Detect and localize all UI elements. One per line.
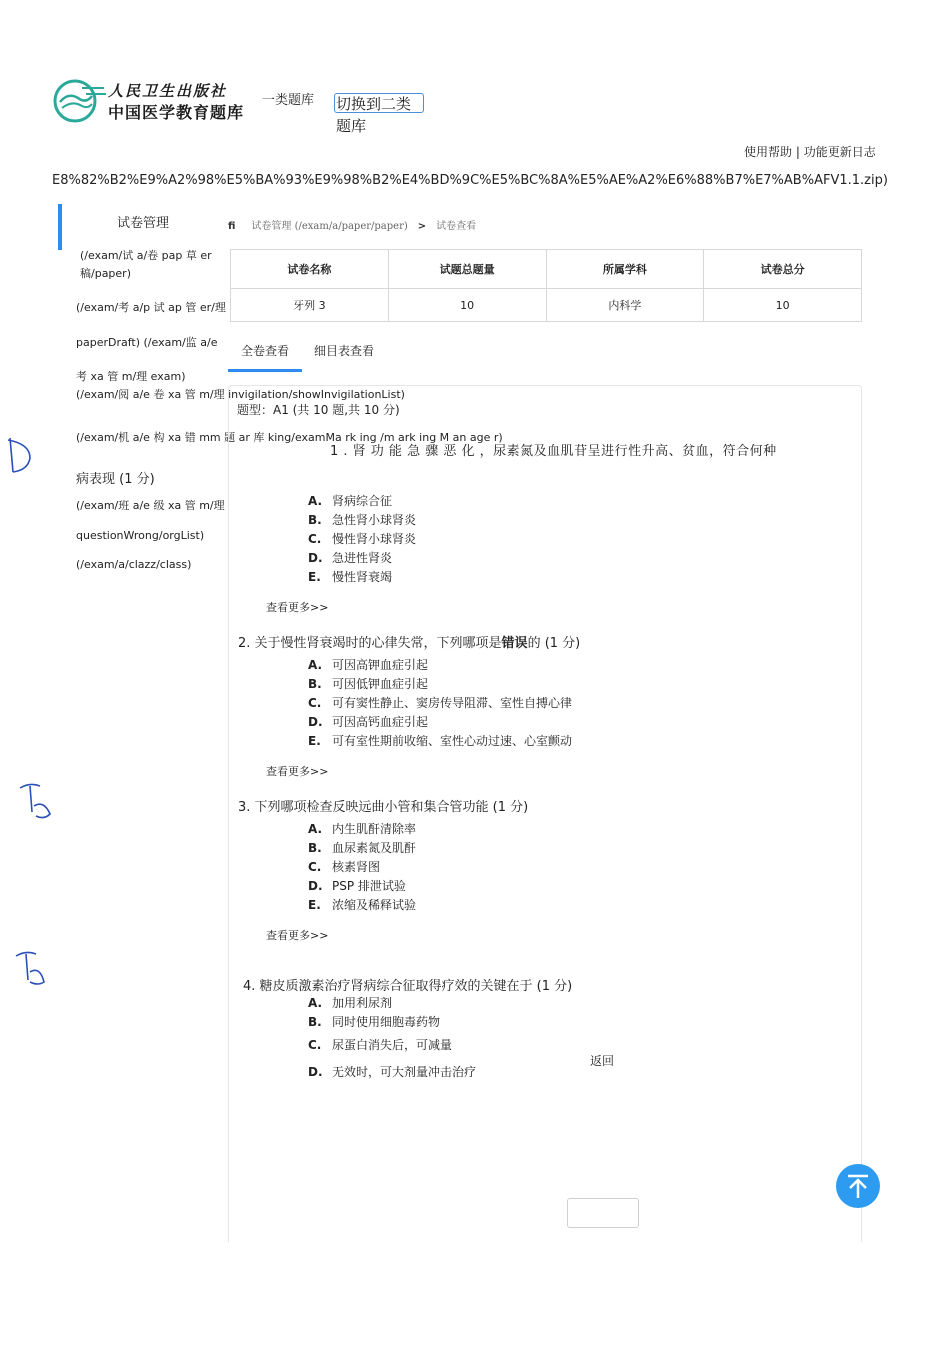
tab-detail-table[interactable]: 细目表查看 <box>314 344 375 358</box>
breadcrumb <box>228 217 476 232</box>
option-text: 尿蛋白消失后，可减量 <box>332 1038 453 1052</box>
question-1-stem: 1 . 肾 功 能 急 骤 恶 化 ，尿素氮及血肌苷呈进行性升高、贫血，符合何种 <box>330 444 777 459</box>
cell-total-score: 10 <box>704 289 862 322</box>
option-letter: E. <box>308 898 321 912</box>
breadcrumb-parent[interactable]: 试卷管理 (/exam/a/paper/paper) <box>251 221 408 232</box>
home-icon: fi <box>228 221 236 232</box>
option-text: 加用利尿剂 <box>332 996 393 1010</box>
download-url-text[interactable]: E8%82%B2%E9%A2%98%E5%BA%93%E9%98%B2%E4%BD%9C%E5%BC%8A%E5%AE%A2%E6%88%B7%E7%AB%AFV1.1.zip) <box>52 173 888 188</box>
option-text: 内生肌酐清除率 <box>332 822 417 836</box>
question-type-label: 题型：A1 (共 10 题,共 10 分) <box>237 403 400 417</box>
sidebar-item-marking[interactable]: (/exam/阅 a/e 卷 xa 管 m/理 invigilation/showInvigilationList) <box>76 388 405 401</box>
handwritten-marks-icon <box>0 420 60 1020</box>
question-3-option-a[interactable] <box>308 820 416 837</box>
cell-subject: 内科学 <box>546 289 704 322</box>
question-4-option-b[interactable] <box>308 1013 440 1030</box>
paper-info-table <box>230 249 862 322</box>
question-2-option-b[interactable] <box>308 675 428 692</box>
sidebar-item-exam-manage[interactable]: (/exam/考 a/p 试 ap 管 er/理 <box>76 301 226 314</box>
question-1-option-d[interactable] <box>308 549 392 566</box>
option-text: 急进性肾炎 <box>332 551 393 565</box>
option-letter: C. <box>308 860 322 874</box>
option-letter: B. <box>308 841 322 855</box>
arrow-up-icon <box>836 1164 880 1208</box>
tab-full-paper[interactable]: 全卷查看 <box>228 338 302 372</box>
sidebar-item-paper[interactable]: (/exam/试 a/卷 pap 草 er <box>80 249 212 262</box>
question-2-stem-post: 的 (1 分) <box>527 636 581 651</box>
bank-label: 一类题库 <box>262 93 315 108</box>
option-text: 可有窦性静止、窦房传导阻滞、室性自搏心律 <box>332 696 573 710</box>
option-letter: B. <box>308 1015 322 1029</box>
option-text: 可因高钾血症引起 <box>332 658 429 672</box>
option-letter: B. <box>308 677 322 691</box>
option-text: 可因低钾血症引起 <box>332 677 429 691</box>
question-2-option-d[interactable] <box>308 713 428 730</box>
sidebar-overflow-text: 病表现 (1 分) <box>76 472 155 487</box>
question-1-option-a[interactable] <box>308 492 392 509</box>
option-letter: D. <box>308 551 323 565</box>
question-2-stem-bold: 错误 <box>501 636 528 651</box>
option-letter: D. <box>308 1065 323 1079</box>
sidebar-item-wrong-org[interactable]: questionWrong/orgList) <box>76 529 205 542</box>
option-text: 可因高钙血症引起 <box>332 715 429 729</box>
question-2-more-link[interactable]: 查看更多>> <box>266 765 329 778</box>
header-question-count: 试题总题量 <box>388 250 546 289</box>
option-text: 慢性肾小球肾炎 <box>332 532 417 546</box>
question-2-stem-pre: 2. 关于慢性肾衰竭时的心律失常，下列哪项是 <box>238 636 502 651</box>
option-text: 血尿素氮及肌酐 <box>332 841 417 855</box>
sidebar-active-indicator <box>58 204 62 250</box>
option-text: 同时使用细胞毒药物 <box>332 1015 441 1029</box>
switch-bank-suffix[interactable]: 题库 <box>336 117 367 135</box>
sidebar-item-paper-cont[interactable]: 稿/paper) <box>80 267 131 280</box>
option-letter: C. <box>308 696 322 710</box>
sidebar-item-monitor[interactable]: 考 xa 管 m/理 exam) <box>76 370 186 383</box>
changelog-link[interactable]: 功能更新日志 <box>803 145 876 159</box>
sidebar-item-clazz[interactable]: (/exam/a/clazz/class) <box>76 558 192 571</box>
option-letter: D. <box>308 715 323 729</box>
question-3-option-c[interactable] <box>308 858 380 875</box>
option-letter: A. <box>308 658 323 672</box>
cell-paper-name: 牙列 3 <box>231 289 389 322</box>
option-letter: A. <box>308 494 323 508</box>
option-text: 浓缩及稀释试验 <box>332 898 417 912</box>
help-link[interactable]: 使用帮助 <box>744 145 793 159</box>
option-text: 核素肾图 <box>332 860 381 874</box>
question-3-more-link[interactable]: 查看更多>> <box>266 929 329 942</box>
option-text: 肾病综合征 <box>332 494 393 508</box>
header-total-score: 试卷总分 <box>704 250 862 289</box>
question-1-option-c[interactable] <box>308 530 416 547</box>
question-1-option-e[interactable] <box>308 568 392 585</box>
breadcrumb-separator: > <box>417 221 427 232</box>
sidebar-item-org-wrong[interactable]: (/exam/机 a/e 构 xa 错 mm 题 ar 库 king/examMa rk ing /m ark ing M an age r) <box>76 431 503 444</box>
logo-publisher-text: 人民卫生出版社 <box>108 82 228 100</box>
question-2-option-e[interactable] <box>308 732 572 749</box>
question-3-option-d[interactable] <box>308 877 406 894</box>
option-letter: C. <box>308 1038 322 1052</box>
option-text: 慢性肾衰竭 <box>332 570 393 584</box>
option-letter: E. <box>308 734 321 748</box>
back-to-top-button[interactable] <box>836 1164 880 1208</box>
question-4-option-c[interactable] <box>308 1036 452 1053</box>
link-divider: | <box>795 145 800 159</box>
sidebar-item-class[interactable]: (/exam/班 a/e 级 xa 管 m/理 <box>76 499 225 512</box>
question-3-option-b[interactable] <box>308 839 416 856</box>
option-text: 可有室性期前收缩、室性心动过速、心室颤动 <box>332 734 573 748</box>
header-subject: 所属学科 <box>546 250 704 289</box>
bottom-placeholder-box <box>567 1198 639 1228</box>
back-button[interactable]: 返回 <box>590 1054 615 1068</box>
option-letter: D. <box>308 879 323 893</box>
header-paper-name: 试卷名称 <box>231 250 389 289</box>
question-4-option-d[interactable] <box>308 1063 476 1080</box>
logo-title-text: 中国医学教育题库 <box>108 103 245 122</box>
sidebar-title[interactable]: 试卷管理 <box>117 216 170 231</box>
option-text: 急性肾小球肾炎 <box>332 513 417 527</box>
header-links <box>744 143 876 160</box>
sidebar-item-draft-monitor[interactable]: paperDraft) (/exam/监 a/e <box>76 336 218 349</box>
table-header-row <box>231 250 862 289</box>
option-letter: A. <box>308 996 323 1010</box>
table-row <box>231 289 862 322</box>
option-letter: B. <box>308 513 322 527</box>
option-letter: A. <box>308 822 323 836</box>
switch-bank-button[interactable]: 切换到二类 <box>334 93 424 113</box>
option-letter: E. <box>308 570 321 584</box>
question-4-option-a[interactable] <box>308 994 392 1011</box>
question-4-stem: 4. 糖皮质激素治疗肾病综合征取得疗效的关键在于 (1 分) <box>243 979 573 994</box>
option-text: 无效时，可大剂量冲击治疗 <box>332 1065 477 1079</box>
question-1-option-b[interactable] <box>308 511 416 528</box>
question-3-option-e[interactable] <box>308 896 416 913</box>
option-text: PSP 排泄试验 <box>332 879 406 893</box>
question-2-option-c[interactable] <box>308 694 572 711</box>
option-letter: C. <box>308 532 322 546</box>
question-3-stem: 3. 下列哪项检查反映远曲小管和集合管功能 (1 分) <box>238 800 529 815</box>
breadcrumb-current: 试卷查看 <box>436 221 477 232</box>
cell-question-count: 10 <box>388 289 546 322</box>
question-1-more-link[interactable]: 查看更多>> <box>266 601 329 614</box>
question-2-option-a[interactable] <box>308 656 428 673</box>
view-tabs <box>228 338 862 370</box>
question-2-stem <box>238 632 580 651</box>
